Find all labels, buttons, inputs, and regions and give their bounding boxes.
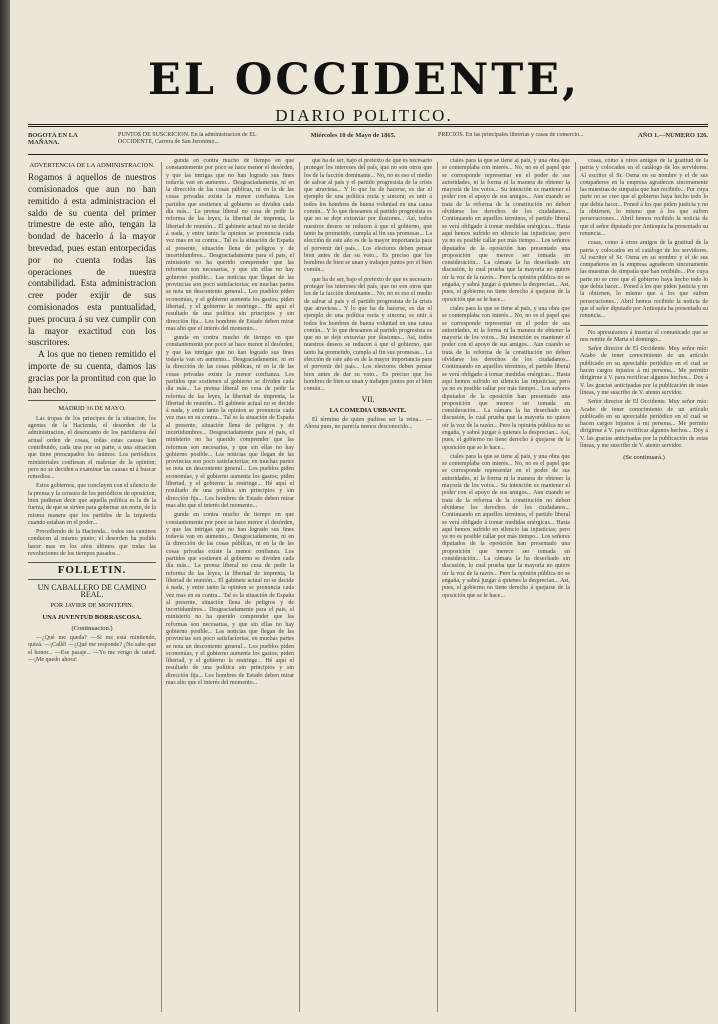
column-3 bbox=[304, 158, 432, 1013]
section-divider bbox=[580, 325, 708, 326]
info-date: Miércoles 10 de Mayo de 1865. bbox=[310, 132, 396, 139]
feuilleton-author: POR JAVIER DE MONTEPIN. bbox=[50, 602, 134, 610]
masthead bbox=[10, 56, 718, 126]
article-paragraph: gunda en contra mucho de tiempo en que constantemente por poco se hace menor el desórden, y que las intrigas que no han logrado sus fines todavía van en aumento... Desgraciadamente, ni en la dirección de las cosas públicas, ni en la de las cosas privadas existe la menor confianza. Los partidos que sostienen al gobierno se dividen cada día más... La prensa liberal no cesa de pedir la reforma de las leyes, la libertad de imprenta, la libertad de reunión... El gabinete actual no se decide á nada, y entre tanto la opinion se pronuncia cada vez mas en su contra... Tal es la situación de España al presente, situación llena de peligros y de incertidumbres... Desgraciadamente para el pais, el ministerio no ha querido comprender que las reformas son necesarias, y que sin ellas no hay gobierno posible... Las noticias que llegan de las provincias son poco satisfactorias; en muchas partes se nota un descontento general... Los pueblos piden economías, y el gobierno aumenta los gastos; piden libertad, y el gobierno la restringe... Hé aquí el resultado de una política sin principios y sin dirección fija... Los hombres de Estado deben mirar mas alto que el interés del momento... bbox=[166, 158, 294, 332]
admin-notice-text: Rogamos á aquellos de nuestros comisionados que aun no han remitido á esta administracion el saldo de su cuenta del primer trimestre de este año, tengan la bondad de hacerlo á la mayor brevedad, pues estan entorpecidas por no cuenta todas las operaciones de nuestra contabilidad. Esta administracion cree poder exijir de sus comisionados esta puntualidad, pues procura á su vez cumplir con la mayor exactitud con los suscritores. bbox=[28, 172, 156, 348]
column-4 bbox=[442, 158, 570, 1013]
continued-note: (Se continuará.) bbox=[623, 454, 665, 462]
info-city: BOGOTÁ EN LA MAÑANA. bbox=[28, 132, 78, 146]
article-paragraph: gunda en contra mucho de tiempo en que constantemente por poco se hace menor el desórden, y que las intrigas que no han logrado sus fines todavía van en aumento... Desgraciadamente, ni en la dirección de las cosas públicas, ni en la de las cosas privadas existe la menor confianza. Los partidos que sostienen al gobierno se dividen cada día más... La prensa liberal no cesa de pedir la reforma de las leyes, la libertad de imprenta, la libertad de reunión... El gabinete actual no se decide á nada, y entre tanto la opinion se pronuncia cada vez mas en su contra... Tal es la situación de España al presente, situación llena de peligros y de incertidumbres... Desgraciadamente para el pais, el ministerio no ha querido comprender que las reformas son necesarias, y que sin ellas no hay gobierno posible... Las noticias que llegan de las provincias son poco satisfactorias; en muchas partes se nota un descontento general... Los pueblos piden economías, y el gobierno aumenta los gastos; piden libertad, y el gobierno la restringe... Hé aquí el resultado de una política sin principios y sin dirección fija... Los hombres de Estado deben mirar mas alto que el interés del momento... bbox=[166, 512, 294, 687]
article-paragraph: cosas, como á otros amigos de la gratitud de la patria y colocados en el catálogo de los servidores. Al escritor el Sr. Osma en su nombre y el de sus compañeros en la empresa agradecen sinceramente las muestras de simpatía que han recibido... Por cuya parte no se cree que el gobierno haya hecho todo lo que debía hacer... Poned á los que piden justicia y no la obtienen, lo mismo que á los que sufren persecuciones... Abril hemos recibido la noticia de que el señor diputado por Antioquia ha presentado su renuncia... bbox=[580, 240, 708, 320]
article-paragraph: ciales para la que se tiene al pais, y una obra que se contemplaba con interés... No, no es el papel que se corresponde representar en el poder de sus autoridades, ni la forma ni la manera de obtener la mayoría de los votos... Su intención es mantener el poder con el apoyo de sus amigos... Aun cuando se trata de la reforma de la constitución no deben olvidarse los derechos de los ciudadanos... Continuando en aquellos términos, el partido liberal se verá obligado á tomar medidas enérgicas... Hasta aquí hemos sufrido en silencio las injusticias; pero ya no es posible callar por más tiempo... Los señores diputados de la oposición han presentado una proposición que merece ser tomada en consideración... La cámara la ha desechado sin discusión, lo cual prueba que la mayoría no quiere oír la voz de la razón... Pero la opinión pública no se engaña, y sabrá juzgar á quienes la desprecian... Así, pues, el gobierno no tiene derecho á quejarse de la oposición que se le hace... bbox=[442, 158, 570, 303]
newspaper-page bbox=[10, 0, 718, 1024]
masthead-rule-bottom bbox=[28, 154, 708, 155]
feuilleton-text: —¿Qué me queda? —Si me está mintiendo, quizá. —¡Callé! —¿Qué me responde? ¿No sabe que el honor... —Ese pasaje... —Yo me vengo de usted. —¡Me quedo ahora! bbox=[28, 635, 156, 664]
masthead-rule-top-2 bbox=[28, 126, 708, 127]
column-2 bbox=[166, 158, 294, 1013]
article-paragraph: Estos gobiernos, que concluyen con el silencio de la prensa y la censura de los periódicos de oposicion, bien pudieran decir que aquella política es la de la fuerza, de que se sirven para gobernar sin norte, de la misma manera que los partidos de la izquierda cuando estaban en el poder... bbox=[28, 483, 156, 526]
info-subscription: PUNTOS DE SUSCRICION. En la administracion de EL OCCIDENTE, Carrera de San Jeronimo... bbox=[118, 132, 257, 145]
column-1 bbox=[28, 158, 156, 1013]
article-paragraph: Las tropas de los principes de la situacion, los agentes de la Hacienda, el desorden de la administracion, el desencanto de los partidarios del actual orden de cosas, todas estas causas han contribuido, cada una por su parte, a una situacion que tiene preocupados los ánimos. Los periódicos ministeriales confiesan el malestar de la opinion; pero no se deciden a examinar las causas ni á buscar remedios... bbox=[28, 415, 156, 481]
masthead-rule-top bbox=[28, 124, 708, 125]
admin-notice-heading: ADVERTENCIA DE LA ADMINISTRACION. bbox=[29, 162, 155, 169]
letter-text: Señor director de El Occidente. Muy señor mío: Acabo de tener conocimiento de un artículo publicado en su apreciable periódico en el cual se hacen cargos injustos á mi persona... Me permito dirigirme á V. para rectificar algunos hechos... Doy á V. las gracias anticipadas por la publicación de estas líneas, y me suscribo de V. atento servidor. bbox=[580, 346, 708, 396]
chapter-title: LA COMEDIA URBANTE. bbox=[329, 406, 407, 414]
article-paragraph: que ha de ser, bajo el pretexto de que es necesario proteger los intereses del país, que no son otros que los de la facción dominante... No, no es eso el medio de salvar al pais y el partido progresista de la crisis que atraviesa... Y lo que ha de hacerse, es dar el ejemplo de una política recta y sincera; es unir á todos los hombres de buena voluntad en una causa común... Y lo que deseamos al partido progresista es que no se deje extraviar por ilusiones... Así, todos nuestros deseos se reducen á que el gobierno, que tanto ha prometido, cumpla al fin sus promesas... La elección de este año es de la mayor importancia para el porvenir del país... Los electores deben pensar bien antes de dar su voto... Es preciso que los hombres de bien se unan y trabajen juntos por el bien común... bbox=[304, 158, 432, 274]
column-rule bbox=[299, 162, 300, 1012]
communique-intro: No apresuramos á insertar el comunicado que se nos remite de Marta el domingo... bbox=[580, 329, 708, 343]
newspaper-subtitle: DIARIO POLITICO. bbox=[275, 106, 453, 125]
column-rule bbox=[575, 162, 576, 1012]
feuilleton-divider bbox=[28, 562, 156, 563]
column-rule bbox=[161, 162, 162, 1012]
article-paragraph: ciales para la que se tiene al pais, y una obra que se contemplaba con interés... No, no es el papel que se corresponde representar en el poder de sus autoridades, ni la forma ni la manera de obtener la mayoría de los votos... Su intención es mantener el poder con el apoyo de sus amigos... Aun cuando se trata de la reforma de la constitución no deben olvidarse los derechos de los ciudadanos... Continuando en aquellos términos, el partido liberal se verá obligado á tomar medidas enérgicas... Hasta aquí hemos sufrido en silencio las injusticias; pero ya no es posible callar por más tiempo... Los señores diputados de la oposición han presentado una proposición que merece ser tomada en consideración... La cámara la ha desechado sin discusión, lo cual prueba que la mayoría no quiere oír la voz de la razón... Pero la opinión pública no se engaña, y sabrá juzgar á quienes la desprecian... Así, pues, el gobierno no tiene derecho á quejarse de la oposición que se le hace... bbox=[442, 453, 570, 599]
chapter-number: VII. bbox=[361, 394, 375, 404]
dateline: MADRID 16 DE MAYO. bbox=[58, 405, 126, 413]
article-paragraph: cosas, como á otros amigos de la gratitud de la patria y colocados en el catálogo de los servidores. Al escritor el Sr. Osma en su nombre y el de sus compañeros en la empresa agradecen sinceramente las muestras de simpatía que han recibido... Por cuya parte no se cree que el gobierno haya hecho todo lo que debía hacer... Poned á los que piden justicia y no la obtienen, lo mismo que á los que sufren persecuciones... Abril hemos recibido la noticia de que el señor diputado por Antioquia ha presentado su renuncia... bbox=[580, 158, 708, 237]
admin-notice-text-2: A los que no tienen remitido el importe de su cuenta, damos las gracias por la prontitud con que lo han hecho. bbox=[28, 349, 156, 395]
chapter-text: El término de quien pudiese ser la reina... —Ahora pues, no parecía menos desconocido... bbox=[304, 417, 432, 431]
info-bar bbox=[28, 128, 708, 154]
book-spine-shadow bbox=[0, 0, 10, 1024]
feuilleton-title: UN CABALLERO DE CAMINO REAL. bbox=[37, 582, 147, 599]
column-rule bbox=[437, 162, 438, 1012]
newspaper-title: EL OCCIDENTE, bbox=[147, 55, 581, 105]
info-issue: AÑO 1.—NÚMERO 126. bbox=[637, 132, 708, 139]
article-columns bbox=[28, 158, 708, 1018]
feuilleton-continuation: (Continuacion.) bbox=[71, 624, 113, 632]
letter-text: Señor director de El Occidente. Muy señor mío: Acabo de tener conocimiento de un artículo publicado en su apreciable periódico en el cual se hacen cargos injustos á mi persona... Me permito dirigirme á V. para rectificar algunos hechos... Doy á V. las gracias anticipadas por la publicación de estas líneas, y me suscribo de V. atento servidor. bbox=[580, 399, 708, 449]
article-paragraph: gunda en contra mucho de tiempo en que constantemente por poco se hace menor el desórden, y que las intrigas que no han logrado sus fines todavía van en aumento... Desgraciadamente, ni en la dirección de las cosas públicas, ni en la de las cosas privadas existe la menor confianza. Los partidos que sostienen al gobierno se dividen cada día más... La prensa liberal no cesa de pedir la reforma de las leyes, la libertad de imprenta, la libertad de reunión... El gabinete actual no se decide á nada, y entre tanto la opinion se pronuncia cada vez mas en su contra... Tal es la situación de España al presente, situación llena de peligros y de incertidumbres... Desgraciadamente para el pais, el ministerio no ha querido comprender que las reformas son necesarias, y que sin ellas no hay gobierno posible... Las noticias que llegan de las provincias son poco satisfactorias; en muchas partes se nota un descontento general... Los pueblos piden economías, y el gobierno aumenta los gastos; piden libertad, y el gobierno la restringe... Hé aquí el resultado de una política sin principios y sin dirección fija... Los hombres de Estado deben mirar mas alto que el interés del momento... bbox=[166, 335, 294, 509]
article-paragraph: ciales para la que se tiene al pais, y una obra que se contemplaba con interés... No, no es el papel que se corresponde representar en el poder de sus autoridades, ni la forma ni la manera de obtener la mayoría de los votos... Su intención es mantener el poder con el apoyo de sus amigos... Aun cuando se trata de la reforma de la constitución no deben olvidarse los derechos de los ciudadanos... Continuando en aquellos términos, el partido liberal se verá obligado á tomar medidas enérgicas... Hasta aquí hemos sufrido en silencio las injusticias; pero ya no es posible callar por más tiempo... Los señores diputados de la oposición han presentado una proposición que merece ser tomada en consideración... La cámara la ha desechado sin discusión, lo cual prueba que la mayoría no quiere oír la voz de la razón... Pero la opinión pública no se engaña, y sabrá juzgar á quienes la desprecian... Así, pues, el gobierno no tiene derecho á quejarse de la oposición que se le hace... bbox=[442, 305, 570, 451]
feuilleton-part: UNA JUVENTUD BORRASCOSA. bbox=[42, 613, 142, 621]
column-5 bbox=[580, 158, 708, 1013]
feuilleton-heading: FOLLETIN. bbox=[57, 564, 127, 577]
feuilleton-divider-2 bbox=[28, 579, 156, 580]
article-paragraph: Procediendo de la Hacienda... todos sus caminos conducen al mismo punto; el desorden ha podido hacer mas en los años últimos que todas las revoluciones de los tiempos pasados... bbox=[28, 529, 156, 558]
info-prices: PRECIOS. En las principales librerías y casas de comercio... bbox=[438, 132, 584, 138]
section-divider bbox=[28, 400, 156, 401]
article-paragraph: que ha de ser, bajo el pretexto de que es necesario proteger los intereses del país, que no son otros que los de la facción dominante... No, no es eso el medio de salvar al pais y el partido progresista de la crisis que atraviesa... Y lo que ha de hacerse, es dar el ejemplo de una política recta y sincera; es unir á todos los hombres de buena voluntad en una causa común... Y lo que deseamos al partido progresista es que no se deje extraviar por ilusiones... Así, todos nuestros deseos se reducen á que el gobierno, que tanto ha prometido, cumpla al fin sus promesas... La elección de este año es de la mayor importancia para el porvenir del país... Los electores deben pensar bien antes de dar su voto... Es preciso que los hombres de bien se unan y trabajen juntos por el bien común... bbox=[304, 276, 432, 393]
